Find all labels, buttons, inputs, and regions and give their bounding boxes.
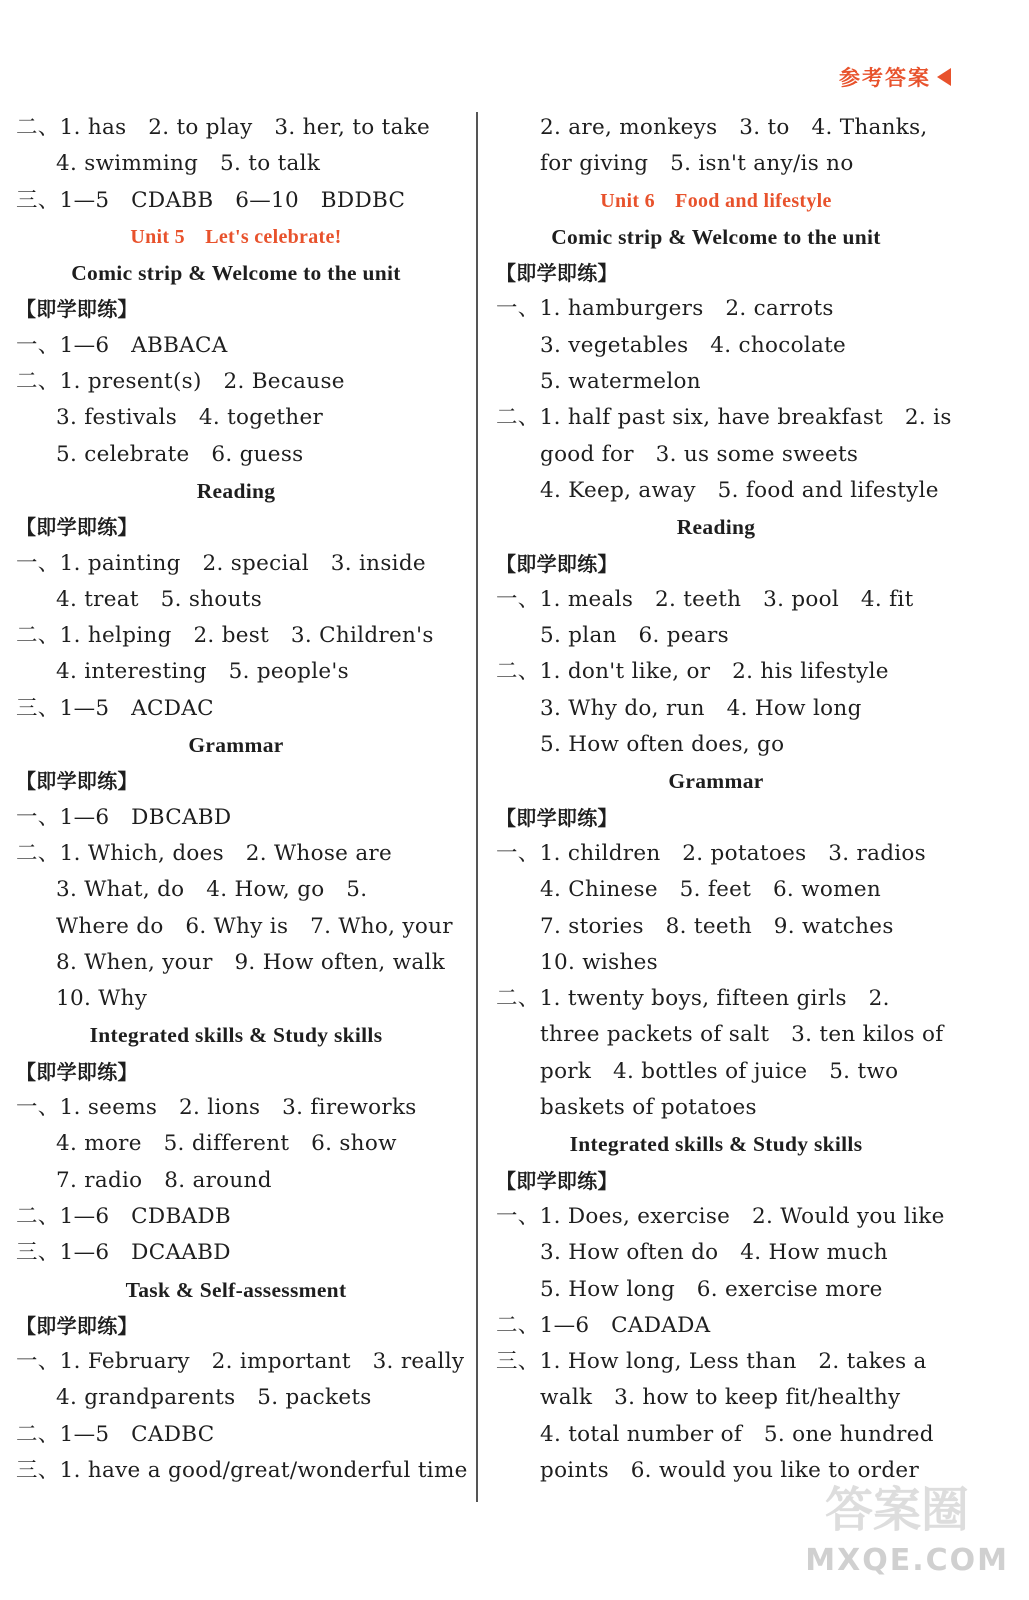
answer-line: 三、1—5 CDABB 6—10 BDDBC bbox=[16, 187, 406, 213]
answer-line: 7. stories 8. teeth 9. watches bbox=[540, 913, 894, 939]
section-heading: Grammar bbox=[668, 769, 764, 794]
answer-line: 4. Chinese 5. feet 6. women bbox=[540, 877, 881, 903]
answer-line: 4. Keep, away 5. food and lifestyle bbox=[540, 477, 939, 503]
answer-line: 二、1. Which, does 2. Whose are bbox=[16, 840, 393, 866]
answer-line: 5. plan 6. pears bbox=[540, 623, 729, 649]
answer-line: 5. watermelon bbox=[540, 369, 701, 395]
answer-line: for giving 5. isn't any/is no bbox=[540, 151, 854, 177]
watermark-logo: 答案圈 bbox=[824, 1482, 969, 1538]
practice-label: 【即学即练】 bbox=[16, 1059, 138, 1084]
answer-line: 3. festivals 4. together bbox=[56, 405, 324, 431]
header-title: 参考答案 bbox=[839, 66, 931, 90]
answer-line: 三、1. How long, Less than 2. takes a bbox=[496, 1349, 927, 1375]
answer-line: 8. When, your 9. How often, walk bbox=[56, 949, 446, 975]
answer-line: 三、1—5 ACDAC bbox=[16, 695, 214, 721]
section-heading: Integrated skills & Study skills bbox=[89, 1023, 383, 1048]
answer-line: 二、1. helping 2. best 3. Children's bbox=[16, 623, 434, 649]
answer-line: Where do 6. Why is 7. Who, your bbox=[56, 913, 453, 939]
section-heading: Comic strip & Welcome to the unit bbox=[71, 261, 401, 286]
answer-line: 三、1. have a good/great/wonderful time bbox=[16, 1457, 468, 1483]
answer-line: 二、1—6 CDBADB bbox=[16, 1203, 232, 1229]
practice-label: 【即学即练】 bbox=[496, 261, 618, 286]
practice-label: 【即学即练】 bbox=[496, 1168, 618, 1193]
answer-line: pork 4. bottles of juice 5. two bbox=[540, 1058, 899, 1084]
answer-line: 一、1. children 2. potatoes 3. radios bbox=[496, 840, 927, 866]
answer-line: 3. vegetables 4. chocolate bbox=[540, 332, 847, 358]
practice-label: 【即学即练】 bbox=[496, 551, 618, 576]
practice-label: 【即学即练】 bbox=[16, 515, 138, 540]
answer-line: 二、1—5 CADBC bbox=[16, 1421, 215, 1447]
watermark-text: MXQE.COM bbox=[805, 1543, 1009, 1578]
right-column bbox=[496, 110, 952, 1489]
answer-line: 4. grandparents 5. packets bbox=[56, 1385, 372, 1411]
answer-line: 5. How long 6. exercise more bbox=[540, 1276, 883, 1302]
answer-line: 10. Why bbox=[56, 986, 148, 1012]
answer-line: 4. swimming 5. to talk bbox=[56, 151, 321, 177]
section-heading: Comic strip & Welcome to the unit bbox=[551, 224, 881, 249]
answer-line: 三、1—6 DCAABD bbox=[16, 1240, 231, 1266]
answer-line: 3. Why do, run 4. How long bbox=[540, 695, 862, 721]
section-heading: Integrated skills & Study skills bbox=[569, 1132, 863, 1157]
answer-line: 一、1. hamburgers 2. carrots bbox=[496, 296, 834, 322]
answer-line: 一、1. meals 2. teeth 3. pool 4. fit bbox=[496, 586, 914, 612]
answer-line: 5. How often does, go bbox=[540, 732, 785, 758]
answer-line: 一、1—6 DBCABD bbox=[16, 804, 232, 830]
answer-line: 4. interesting 5. people's bbox=[56, 659, 349, 685]
answer-line: 一、1. painting 2. special 3. inside bbox=[16, 550, 426, 576]
section-heading: Grammar bbox=[188, 733, 284, 758]
answer-line: 二、1—6 CADADA bbox=[496, 1312, 711, 1338]
arrow-left-icon bbox=[937, 68, 951, 86]
column-divider bbox=[476, 112, 478, 1502]
unit-title: Unit 6 Food and lifestyle bbox=[600, 189, 832, 212]
answer-line: 7. radio 8. around bbox=[56, 1167, 272, 1193]
page-header bbox=[839, 62, 951, 92]
answer-line: good for 3. us some sweets bbox=[540, 441, 859, 467]
answer-line: 二、1. twenty boys, fifteen girls 2. bbox=[496, 986, 890, 1012]
section-heading: Reading bbox=[196, 478, 276, 503]
answer-line: 二、1. half past six, have breakfast 2. is bbox=[496, 405, 952, 431]
answer-line: three packets of salt 3. ten kilos of bbox=[540, 1022, 944, 1048]
practice-label: 【即学即练】 bbox=[496, 805, 618, 830]
left-column bbox=[16, 110, 468, 1489]
answer-line: 4. total number of 5. one hundred bbox=[540, 1421, 934, 1447]
answer-line: 3. What, do 4. How, go 5. bbox=[56, 877, 368, 903]
practice-label: 【即学即练】 bbox=[16, 297, 138, 322]
answer-line: 4. more 5. different 6. show bbox=[56, 1131, 397, 1157]
answer-line: 一、1. February 2. important 3. really bbox=[16, 1349, 465, 1375]
practice-label: 【即学即练】 bbox=[16, 1313, 138, 1338]
unit-title: Unit 5 Let's celebrate! bbox=[130, 225, 342, 248]
answer-line: points 6. would you like to order bbox=[540, 1457, 920, 1483]
answer-line: 二、1. has 2. to play 3. her, to take bbox=[16, 115, 431, 140]
answer-line: 2. are, monkeys 3. to 4. Thanks, bbox=[540, 115, 928, 140]
answer-line: 二、1. don't like, or 2. his lifestyle bbox=[496, 659, 889, 685]
answer-line: 一、1—6 ABBACA bbox=[16, 332, 228, 358]
answer-line: 一、1. Does, exercise 2. Would you like bbox=[496, 1203, 945, 1229]
answer-line: 二、1. present(s) 2. Because bbox=[16, 369, 345, 395]
section-heading: Reading bbox=[676, 515, 756, 540]
practice-label: 【即学即练】 bbox=[16, 769, 138, 794]
answer-line: 4. treat 5. shouts bbox=[56, 586, 263, 612]
answer-line: 一、1. seems 2. lions 3. fireworks bbox=[16, 1095, 417, 1121]
answer-line: walk 3. how to keep fit/healthy bbox=[540, 1385, 901, 1411]
answer-line: baskets of potatoes bbox=[540, 1095, 757, 1121]
answer-line: 3. How often do 4. How much bbox=[540, 1240, 888, 1266]
section-heading: Task & Self-assessment bbox=[125, 1277, 347, 1302]
answer-line: 10. wishes bbox=[540, 949, 658, 975]
answer-line: 5. celebrate 6. guess bbox=[56, 441, 304, 467]
